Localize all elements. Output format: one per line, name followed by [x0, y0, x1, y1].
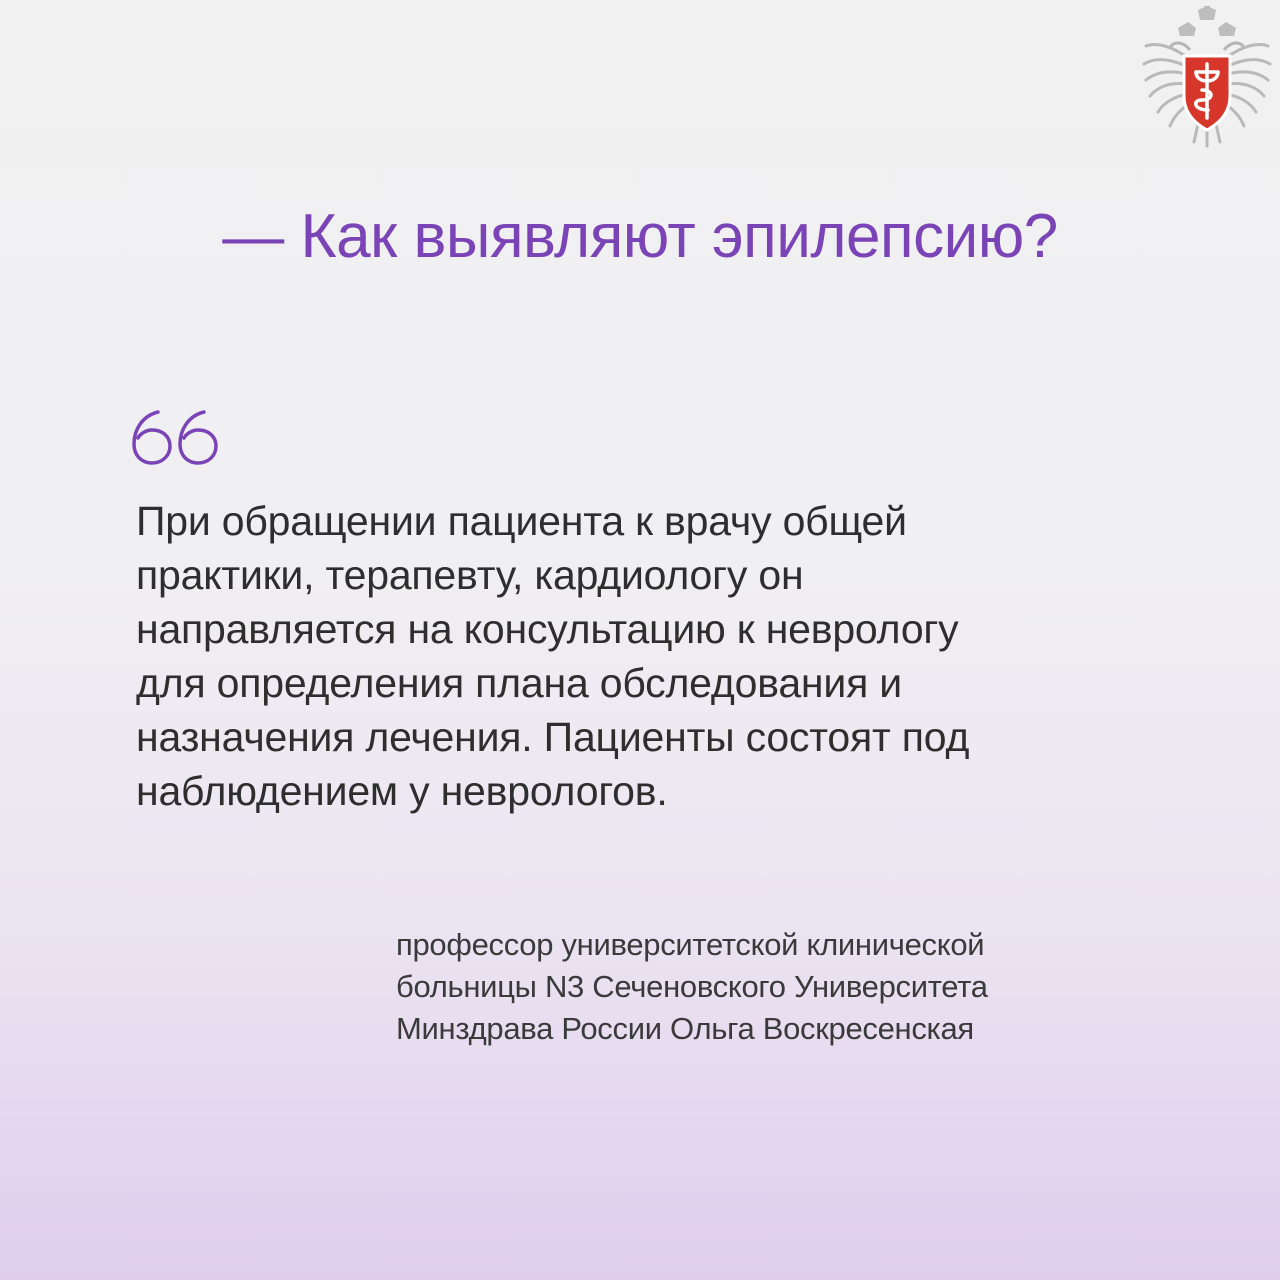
quote-attribution: профессор университетской клинической больницы N3 Сеченовского Университета Минздрава России Ольга Воскресенская	[396, 927, 988, 1046]
page-title: — Как выявляют эпилепсию?	[222, 202, 1058, 271]
quote-mark-icon	[128, 408, 224, 468]
ministry-of-health-emblem-icon	[1138, 6, 1276, 148]
quote-text: При обращении пациента к врачу общей практики, терапевту, кардиологу он направляется на консультацию к неврологу для определения плана обследования и назначения лечения. Пациенты состоят под наблюдением у неврологов.	[136, 498, 970, 814]
